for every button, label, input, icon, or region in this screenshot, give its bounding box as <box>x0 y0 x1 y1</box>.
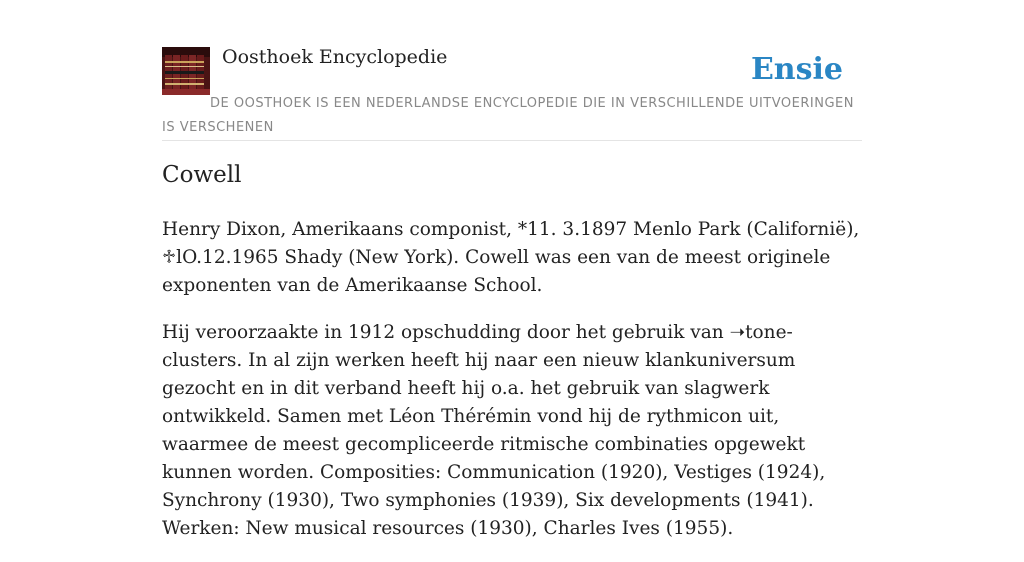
site-tagline-text: DE OOSTHOEK IS EEN NEDERLANDSE ENCYCLOPEDIE DIE IN VERSCHILLENDE UITVOERINGEN IS VERSCHENEN <box>162 96 854 135</box>
site-tagline <box>162 92 862 140</box>
article-body <box>162 216 862 562</box>
brand-logo[interactable]: Ensie <box>750 52 843 87</box>
site-title[interactable]: Oosthoek Encyclopedie <box>222 46 448 68</box>
site-header <box>162 44 862 141</box>
article-title: Cowell <box>162 162 242 188</box>
books-icon <box>162 47 210 95</box>
encyclopedia-books-avatar[interactable] <box>162 47 210 95</box>
article-paragraph: Hij veroorzaakte in 1912 opschudding door het gebruik van ➝tone-clusters. In al zijn werken heeft hij naar een nieuw klankuniversum gezocht en in dit verband heeft hij o.a. het gebruik van slagwerk ontwikkeld. Samen met Léon Thérémin vond hij de rythmicon uit, waarmee de meest gecompliceerde ritmische combinaties opgewekt kunnen worden. Composities: Communication (1920), Vestiges (1924), Synchrony (1930), Two symphonies (1939), Six developments (1941). Werken: New musical resources (1930), Charles Ives (1955). <box>162 322 826 539</box>
article-paragraph: Henry Dixon, Amerikaans componist, *11. 3.1897 Menlo Park (Californië), ♱lO.12.1965 Shady (New York). Cowell was een van de meest originele exponenten van de Amerikaanse School. <box>162 219 860 296</box>
